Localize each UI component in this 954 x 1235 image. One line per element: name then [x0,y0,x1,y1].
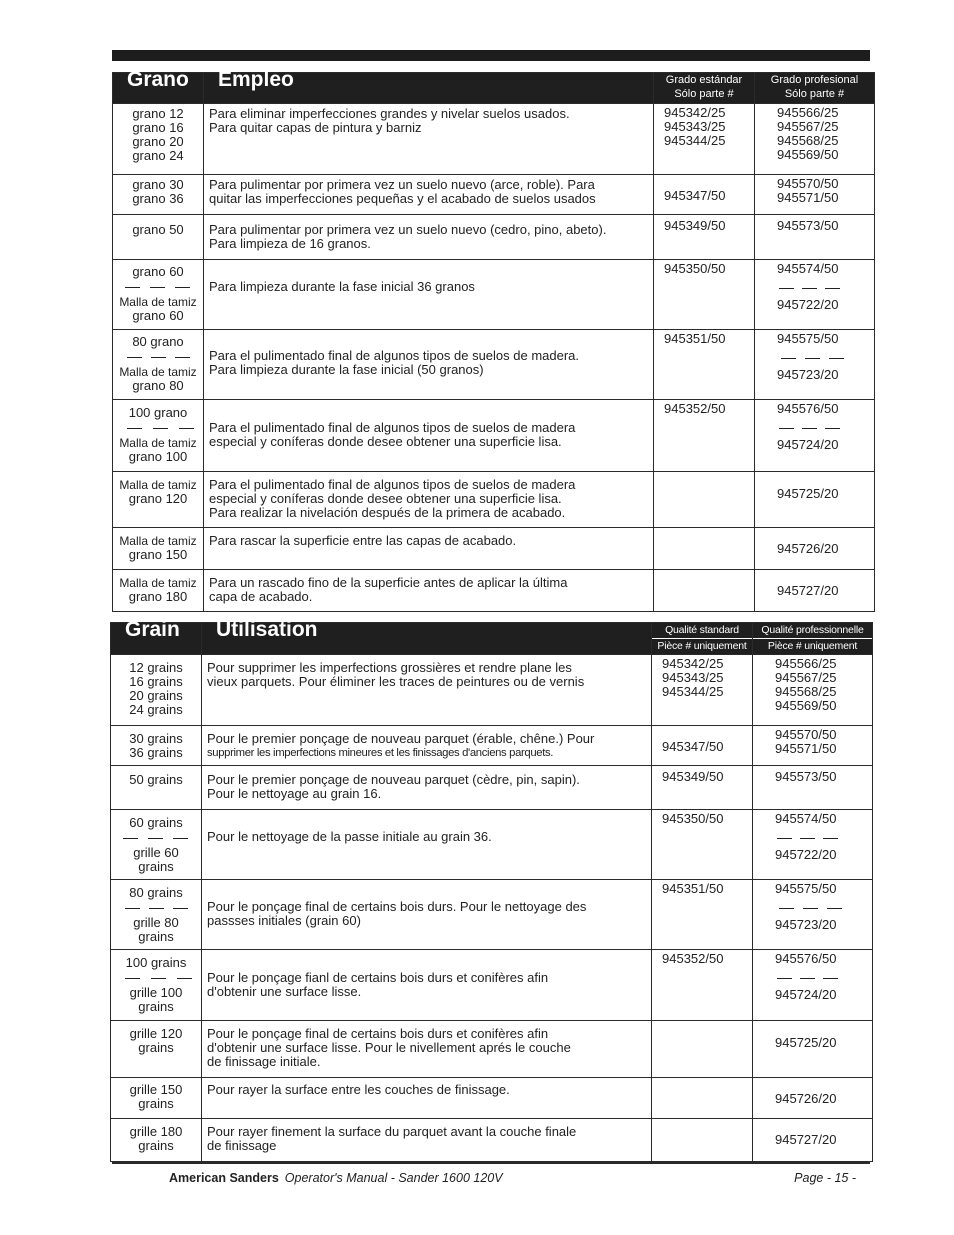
grit-cell: grano 60 Malla de tamiz grano 60 [113,260,204,330]
grit-cell: Malla de tamiz grano 120 [113,472,204,528]
use-cell: Para el pulimentado final de algunos tipos de suelos de madera especial y coníferas donde desee obtener una superficie lisa. Para realizar la nivelación después de la primera de acabado. [204,472,654,528]
separator-dashes [775,826,872,848]
professional-part-cell: 945575/50 945723/20 [753,880,873,950]
table-row [111,1078,873,1119]
grit-cell: Malla de tamiz grano 150 [113,528,204,570]
use-cell: Para limpieza durante la fase inicial 36 granos [204,260,654,330]
table-row [111,726,873,766]
use-cell: Para el pulimentado final de algunos tipos de suelos de madera especial y coníferas donde desee obtener una superficie lisa. [204,400,654,472]
footer-brand: American Sanders [169,1171,279,1185]
standard-part-cell: 945347/50 [654,175,755,215]
grit-cell: grano 30 grano 36 [113,175,204,215]
use-cell: Pour rayer la surface entre les couches de finissage. [202,1078,652,1119]
grit-cell: 100 grano Malla de tamiz grano 100 [113,400,204,472]
header-use: Empleo [204,73,654,104]
separator-dashes [777,416,874,438]
professional-part-cell: 945574/50 945722/20 [753,810,873,880]
professional-part-cell: 945727/20 [753,1119,873,1162]
use-cell: Para un rascado fino de la superficie antes de aplicar la última capa de acabado. [204,570,654,612]
header-standard: Qualité standard Pièce # uniquement [652,623,753,655]
use-cell: Para pulimentar por primera vez un suelo nuevo (arce, roble). Para quitar las imperfecciones pequeñas y el acabado de suelos usados [204,175,654,215]
professional-part-cell: 945566/25 945567/25 945568/25 945569/50 [755,104,875,175]
separator-dashes [775,896,872,918]
page-footer [112,1162,870,1185]
top-rule [112,50,870,61]
separator-dashes [113,900,199,916]
use-cell: Para el pulimentado final de algunos tipos de suelos de madera. Para limpieza durante la fase inicial (50 granos) [204,330,654,400]
grit-cell: 50 grains [111,766,202,810]
standard-part-cell: 945351/50 [652,880,753,950]
table-row [111,880,873,950]
separator-dashes [775,966,872,988]
standard-part-cell: 945350/50 [654,260,755,330]
table-row [111,1119,873,1162]
professional-part-cell: 945726/20 [753,1078,873,1119]
grit-cell: 12 grains 16 grains 20 grains 24 grains [111,655,202,726]
table-row [113,260,875,330]
grit-cell: grano 50 [113,215,204,260]
use-cell: Para eliminar imperfecciones grandes y nivelar suelos usados. Para quitar capas de pintura y barniz [204,104,654,175]
spanish-grit-table [112,68,875,612]
professional-part-cell: 945566/25 945567/25 945568/25 945569/50 [753,655,873,726]
french-grit-table [110,618,873,1162]
standard-part-cell [654,472,755,528]
standard-part-cell: 945342/25 945343/25 945344/25 [652,655,753,726]
table-row [113,400,875,472]
table-row [113,215,875,260]
header-grit: Grain [111,623,202,655]
standard-part-cell [654,570,755,612]
separator-dashes [115,349,201,365]
professional-part-cell: 945727/20 [755,570,875,612]
header-professional: Grado profesional Sólo parte # [755,73,875,104]
use-cell: Pour le ponçage final de certains bois durs. Pour le nettoyage des passses initiales (grain 60) [202,880,652,950]
footer-left [169,1171,503,1185]
separator-dashes [115,420,201,436]
page-number: Page - 15 - [794,1171,856,1185]
standard-part-cell [654,528,755,570]
separator-dashes [777,346,874,368]
standard-part-cell: 945349/50 [654,215,755,260]
professional-part-cell: 945573/50 [755,215,875,260]
use-cell: Pour le premier ponçage de nouveau parquet (cèdre, pin, sapin). Pour le nettoyage au grain 16. [202,766,652,810]
footer-title: Operator's Manual - Sander 1600 120V [284,1171,503,1185]
professional-part-cell: 945576/50 945724/20 [753,950,873,1021]
separator-dashes [113,970,199,986]
use-cell: Pour le ponçage final de certains bois durs et conifères afin d'obtenir une surface lisse. Pour le nivellement aprés le couche de finissage initiale. [202,1021,652,1078]
grit-cell: grano 12 grano 16 grano 20 grano 24 [113,104,204,175]
professional-part-cell: 945575/50 945723/20 [755,330,875,400]
table-row [113,330,875,400]
table-row [111,1021,873,1078]
standard-part-cell [652,1119,753,1162]
use-cell: Pour rayer finement la surface du parquet avant la couche finale de finissage [202,1119,652,1162]
professional-part-cell: 945574/50 945722/20 [755,260,875,330]
professional-part-cell: 945573/50 [753,766,873,810]
use-cell: Pour supprimer les imperfections grossières et rendre plane les vieux parquets. Pour éliminer les traces de peintures ou de vernis [202,655,652,726]
grit-cell: grille 180 grains [111,1119,202,1162]
table-row [111,655,873,726]
grit-cell: grille 120 grains [111,1021,202,1078]
header-use: Utilisation [202,623,652,655]
separator-dashes [115,279,201,295]
professional-part-cell: 945725/20 [755,472,875,528]
standard-part-cell [652,1021,753,1078]
professional-part-cell: 945725/20 [753,1021,873,1078]
grit-cell: 60 grains grille 60 grains [111,810,202,880]
professional-part-cell: 945570/50 945571/50 [755,175,875,215]
standard-part-cell: 945352/50 [652,950,753,1021]
use-cell: Para rascar la superficie entre las capas de acabado. [204,528,654,570]
table-row [111,810,873,880]
grit-cell: 100 grains grille 100 grains [111,950,202,1021]
standard-part-cell: 945352/50 [654,400,755,472]
standard-part-cell: 945342/25 945343/25 945344/25 [654,104,755,175]
grit-cell: Malla de tamiz grano 180 [113,570,204,612]
table-row [113,528,875,570]
grit-cell: grille 150 grains [111,1078,202,1119]
professional-part-cell: 945726/20 [755,528,875,570]
standard-part-cell: 945351/50 [654,330,755,400]
standard-part-cell: 945350/50 [652,810,753,880]
table-row [113,570,875,612]
header-standard: Grado estándar Sólo parte # [654,73,755,104]
grit-cell: 80 grano Malla de tamiz grano 80 [113,330,204,400]
table-row [113,104,875,175]
table-row [111,766,873,810]
use-cell: Pour le nettoyage de la passe initiale au grain 36. [202,810,652,880]
use-cell: Pour le ponçage fianl de certains bois durs et conifères afin d'obtenir une surface lisse. [202,950,652,1021]
header-professional: Qualité professionnelle Pièce # uniquement [753,623,873,655]
professional-part-cell: 945576/50 945724/20 [755,400,875,472]
table-row [113,175,875,215]
separator-dashes [777,276,874,298]
use-cell: Para pulimentar por primera vez un suelo nuevo (cedro, pino, abeto). Para limpieza de 16 granos. [204,215,654,260]
standard-part-cell [652,1078,753,1119]
standard-part-cell: 945347/50 [652,726,753,766]
header-grit: Grano [113,73,204,104]
professional-part-cell: 945570/50 945571/50 [753,726,873,766]
table-row [113,472,875,528]
table-row [111,950,873,1021]
standard-part-cell: 945349/50 [652,766,753,810]
separator-dashes [113,830,199,846]
grit-cell: 80 grains grille 80 grains [111,880,202,950]
grit-cell: 30 grains 36 grains [111,726,202,766]
use-cell: Pour le premier ponçage de nouveau parquet (érable, chêne.) Pour supprimer les imperfections mineures et les finissages d'anciens parquets. [202,726,652,766]
